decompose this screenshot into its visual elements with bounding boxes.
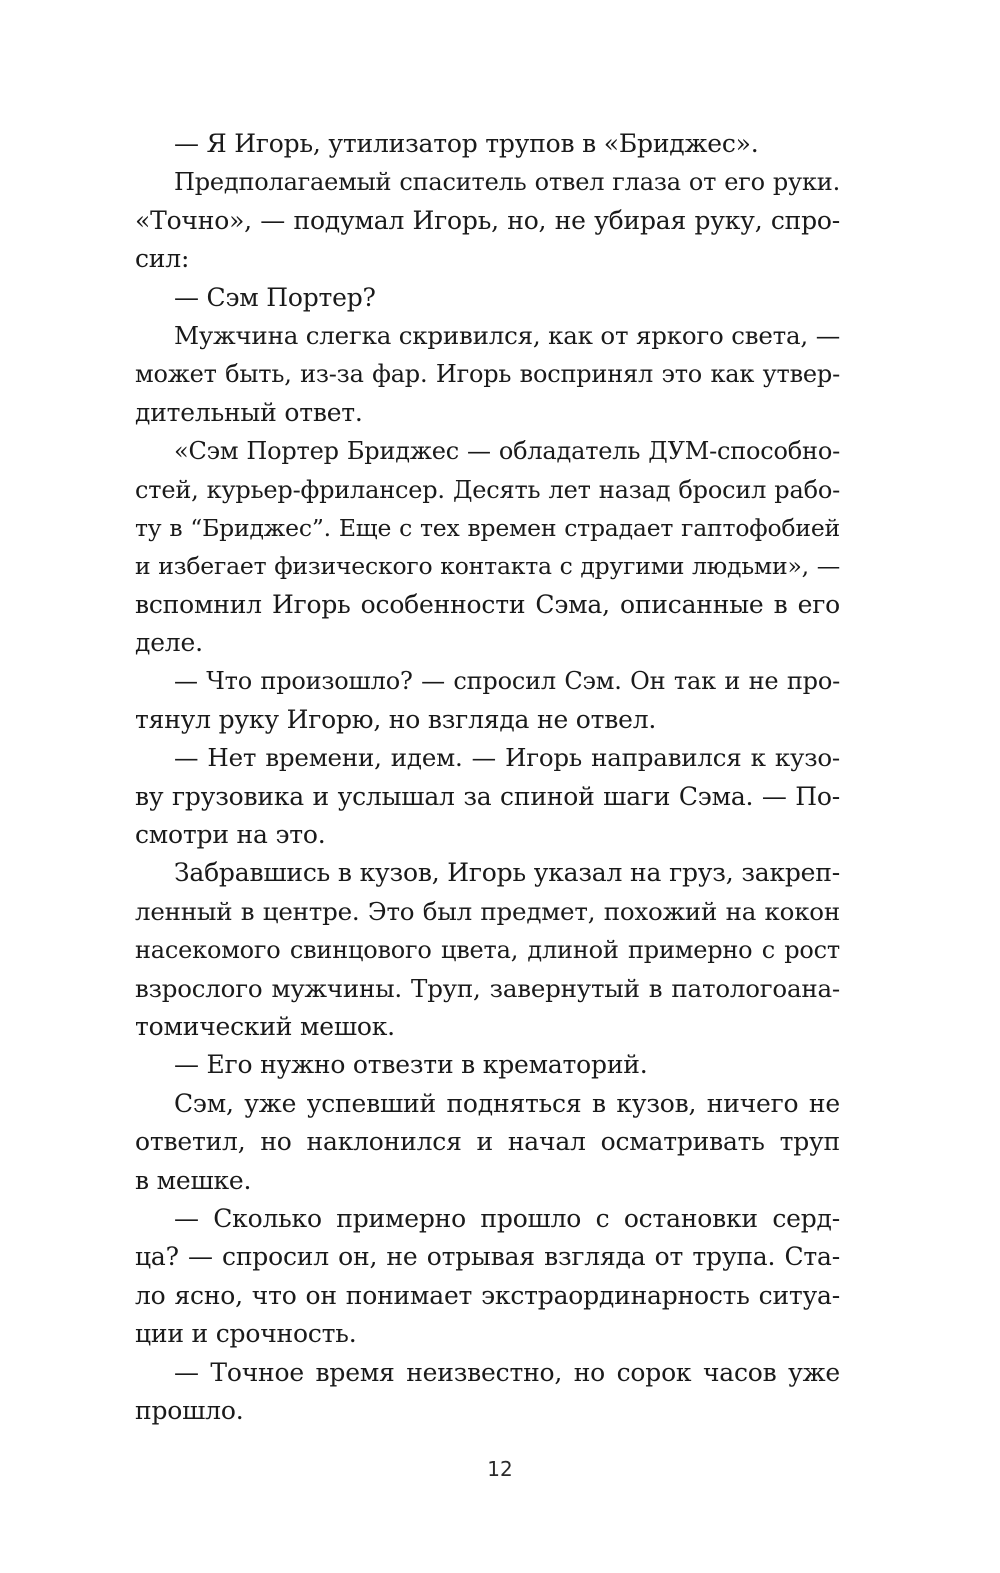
text-line: — Точное время неизвестно, но сорок часов уже	[174, 1357, 840, 1387]
text-line: сил:	[135, 244, 190, 274]
text-line: томический мешок.	[135, 1011, 395, 1041]
text-line: — Сколько примерно прошло с остановки серд-	[174, 1203, 840, 1233]
text-line: дительный ответ.	[135, 397, 363, 427]
text-line: — Я Игорь, утилизатор трупов в «Бриджес».	[174, 129, 759, 158]
text-line: Мужчина слегка скривился, как от яркого света, —	[174, 320, 840, 350]
text-line: насекомого свинцового цвета, длиной примерно с рост	[135, 936, 840, 965]
text-line: прошло.	[135, 1395, 244, 1425]
text-line: — Сэм Портер?	[174, 282, 376, 312]
text-line: — Что произошло? — спросил Сэм. Он так и не про-	[174, 667, 840, 696]
text-line: «Сэм Портер Бриджес — обладатель ДУМ-способно-	[174, 437, 840, 466]
text-line: вспомнил Игорь особенности Сэма, описанные в его	[135, 589, 840, 619]
text-line: ответил, но наклонился и начал осматривать труп	[135, 1127, 840, 1157]
page-number: 12	[487, 1457, 513, 1481]
text-line: ции и срочность.	[135, 1319, 357, 1349]
text-line: ту в “Бриджес”. Еще с тех времен страдает гаптофобией	[135, 513, 840, 542]
text-line: взрослого мужчины. Труп, завернутый в патологоана-	[135, 973, 840, 1003]
text-line: ло ясно, что он понимает экстраординарность ситуа-	[135, 1280, 840, 1310]
text-line: ленный в центре. Это был предмет, похожий на кокон	[135, 896, 840, 926]
text-line: смотри на это.	[135, 820, 326, 850]
text-line: — Его нужно отвезти в крематорий.	[174, 1050, 648, 1080]
text-line: Забравшись в кузов, Игорь указал на груз, закреп-	[174, 858, 840, 888]
text-line: и избегает физического контакта с другими людьми», —	[135, 552, 840, 581]
text-line: — Нет времени, идем. — Игорь направился к кузо-	[174, 743, 840, 773]
text-line: стей, курьер-фрилансер. Десять лет назад бросил рабо-	[135, 475, 840, 504]
text-line: тянул руку Игорю, но взгляда не отвел.	[135, 704, 657, 734]
body-text	[135, 125, 840, 1430]
text-line: ца? — спросил он, не отрывая взгляда от трупа. Ста-	[135, 1242, 840, 1272]
text-line: Предполагаемый спаситель отвел глаза от его руки.	[174, 168, 840, 197]
text-line: деле.	[135, 628, 203, 658]
text-line: ву грузовика и услышал за спиной шаги Сэма. — По-	[135, 781, 840, 811]
text-line: Сэм, уже успевший подняться в кузов, ничего не	[174, 1088, 840, 1118]
text-line: «Точно», — подумал Игорь, но, не убирая руку, спро-	[135, 205, 840, 235]
text-line: в мешке.	[135, 1165, 252, 1195]
text-line: может быть, из-за фар. Игорь воспринял это как утвер-	[135, 360, 840, 389]
